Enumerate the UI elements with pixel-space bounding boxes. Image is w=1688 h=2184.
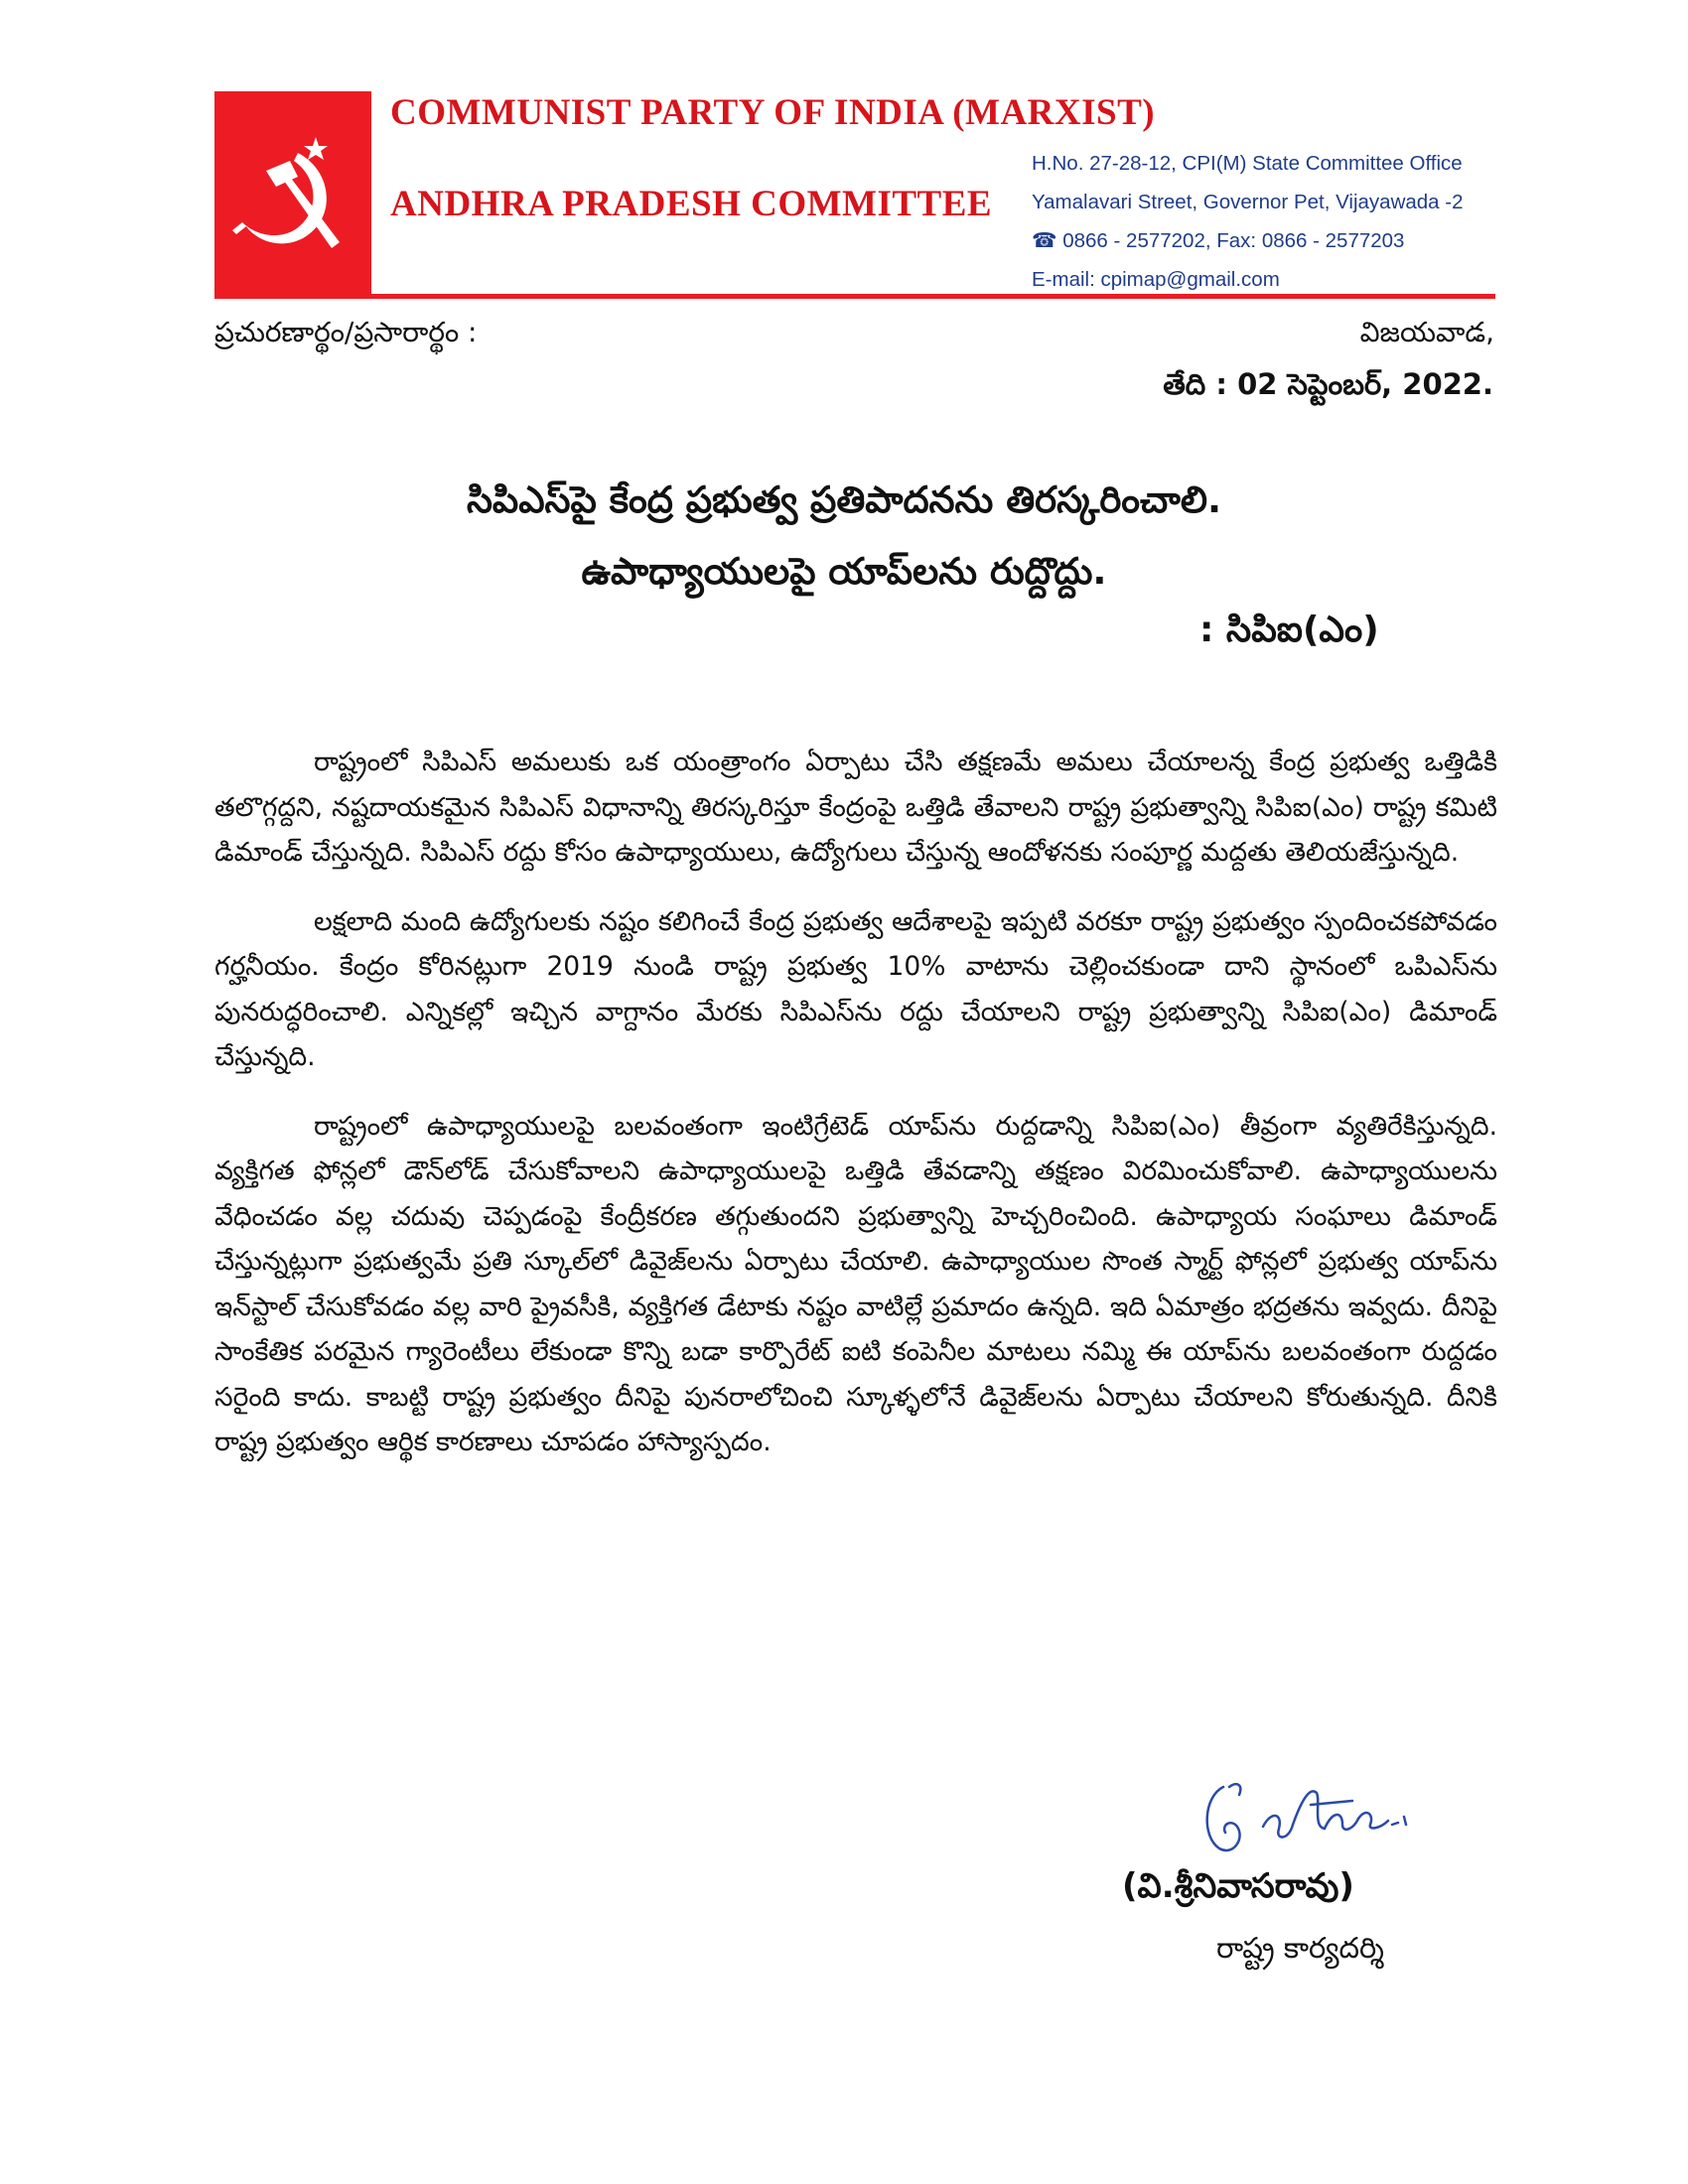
headline-line-1: సిపిఎస్‌పై కేంద్ర ప్రభుత్వ ప్రతిపాదనను తిరస్కరించాలి. [466,478,1222,521]
date: తేది : 02 సెప్టెంబర్, 2022. [1163,367,1493,401]
committee-name: ANDHRA PRADESH COMMITTEE [390,184,993,224]
letterhead [214,91,1495,300]
handwritten-signature [1194,1767,1462,1870]
signer-designation: రాష్ట్ర కార్యదర్శి [1216,1931,1384,1965]
press-release-body [214,740,1497,1489]
publication-label: ప్రచురణార్థం/ప్రసారార్థం : [214,316,478,348]
header-divider [371,294,1495,299]
address-line-2: Yamalavari Street, Governor Pet, Vijayawada -2 [1032,191,1464,213]
party-logo [214,91,371,299]
signer-name: (వి.శ్రీనివాసరావు) [1122,1866,1354,1906]
address-line-1: H.No. 27-28-12, CPI(M) State Committee Office [1032,152,1463,175]
place: విజయవాడ, [1359,316,1494,348]
contact-block [1032,144,1464,299]
organization-name: COMMUNIST PARTY OF INDIA (MARXIST) [390,92,1156,133]
email: E-mail: cpimap@gmail.com [1032,268,1280,291]
hammer-sickle-star-icon [228,131,357,260]
body-paragraph: రాష్ట్రంలో సిపిఎస్ అమలుకు ఒక యంత్రాంగం ఏర్పాటు చేసి తక్షణమే అమలు చేయాలన్న కేంద్ర ప్రభుత్వ ఒత్తిడికి తలొగ్గద్దని, నష్టదాయకమైన సిపిఎస్ విధానాన్ని తిరస్కరిస్తూ కేంద్రంపై ఒత్తిడి తేవాలని రాష్ట్ర ప్రభుత్వాన్ని సిపిఐ(ఎం) రాష్ట్ర కమిటి డిమాండ్ చేస్తున్నది. సిపిఎస్ రద్దు కోసం ఉపాధ్యాయులు, ఉద్యోగులు చేస్తున్న ఆందోళనకు సంపూర్ణ మద్దతు తెలియజేస్తున్నది. [214,747,1497,868]
headline-line-2: ఉపాధ్యాయులపై యాప్‌లను రుద్దొద్దు. [581,550,1107,593]
phone-fax: ☎ 0866 - 2577202, Fax: 0866 - 2577203 [1032,229,1405,252]
body-paragraph: రాష్ట్రంలో ఉపాధ్యాయులపై బలవంతంగా ఇంటిగ్రేటెడ్ యాప్‌ను రుద్దడాన్ని సిపిఐ(ఎం) తీవ్రంగా వ్యతిరేకిస్తున్నది. వ్యక్తిగత ఫోన్లలో డౌన్‌లోడ్ చేసుకోవాలని ఉపాధ్యాయులపై ఒత్తిడి తేవడాన్ని తక్షణం విరమించుకోవాలి. ఉపాధ్యాయులను వేధించడం వల్ల చదువు చెప్పడంపై కేంద్రీకరణ తగ్గుతుందని ప్రభుత్వాన్ని హెచ్చరించింది. ఉపాధ్యాయ సంఘాలు డిమాండ్ చేస్తున్నట్లుగా ప్రభుత్వమే ప్రతి స్కూల్‌లో డివైజ్‌లను ఏర్పాటు చేయాలి. ఉపాధ్యాయుల సొంత స్మార్ట్ ఫోన్లలో ప్రభుత్వ యాప్‌ను ఇన్‌స్టాల్ చేసుకోవడం వల్ల వారి ప్రైవసీకి, వ్యక్తిగత డేటాకు నష్టం వాటిల్లే ప్రమాదం ఉన్నది. ఇది ఏమాత్రం భద్రతను ఇవ్వదు. దీనిపై సాంకేతిక పరమైన గ్యారెంటీలు లేకుండా కొన్ని బడా కార్పొరేట్ ఐటి కంపెనీల మాటలు నమ్మి ఈ యాప్‌ను బలవంతంగా రుద్దడం సరైంది కాదు. కాబట్టి రాష్ట్ర ప్రభుత్వం దీనిపై పునరాలోచించి స్కూళ్ళలోనే డివైజ్‌లను ఏర్పాటు చేయాలని కోరుతున్నది. దీనికి రాష్ట్ర ప్రభుత్వం ఆర్థిక కారణాలు చూపడం హాస్యాస్పదం. [214,1110,1497,1457]
body-paragraph: లక్షలాది మంది ఉద్యోగులకు నష్టం కలిగించే కేంద్ర ప్రభుత్వ ఆదేశాలపై ఇప్పటి వరకూ రాష్ట్ర ప్రభుత్వం స్పందించకపోవడం గర్హనీయం. కేంద్రం కోరినట్లుగా 2019 నుండి రాష్ట్ర ప్రభుత్వ 10% వాటాను చెల్లించకుండా దాని స్థానంలో ఒపిఎస్‌ను పునరుద్ధరించాలి. ఎన్నికల్లో ఇచ్చిన వాగ్దానం మేరకు సిపిఎస్‌ను రద్దు చేయాలని రాష్ట్ర ప్రభుత్వాన్ని సిపిఐ(ఎం) డిమాండ్ చేస్తున్నది. [214,905,1497,1072]
headline-attribution: : సిపిఐ(ఎం) [1199,610,1379,650]
